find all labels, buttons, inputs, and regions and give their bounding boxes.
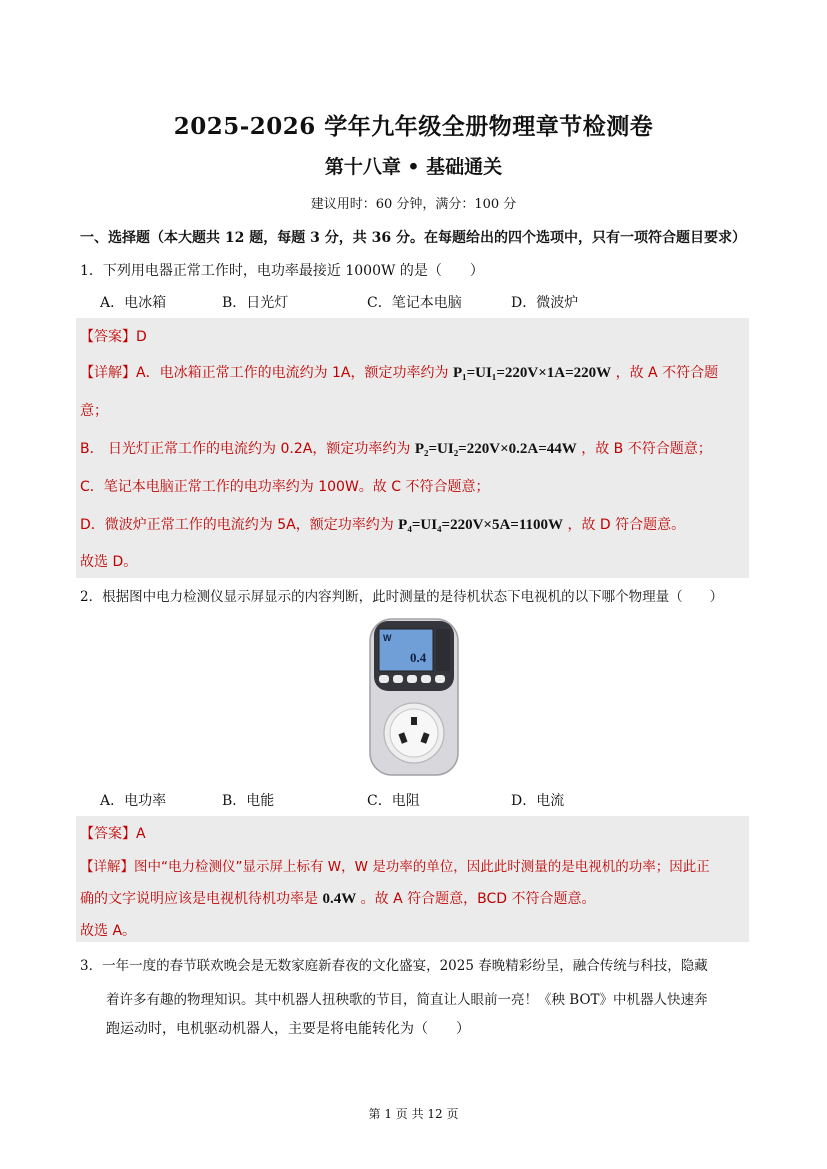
detail-text: B． 日光灯正常工作的电流约为 0.2A，额定功率约为 bbox=[80, 441, 411, 457]
question-2-stem: 2．根据图中电力检测仪显示屏显示的内容判断，此时测量的是待机状态下电视机的以下哪个物理量（ ） bbox=[80, 589, 724, 605]
detail-line bbox=[80, 514, 685, 534]
question-3-line3: 跑运动时，电机驱动机器人，主要是将电能转化为（ ） bbox=[106, 1021, 470, 1037]
option-a: A．电功率 bbox=[100, 793, 167, 809]
option-c: C．电阻 bbox=[367, 793, 420, 809]
detail-line bbox=[80, 362, 718, 382]
chapter-subtitle: 第十八章 • 基础通关 bbox=[324, 156, 503, 178]
formula: P₄=UI₄=220V×5A=1100W bbox=[398, 517, 564, 533]
detail-text: ，故 A 不符合题 bbox=[615, 365, 719, 381]
detail-text: 【详解】A．电冰箱正常工作的电流约为 1A，额定功率约为 bbox=[80, 365, 449, 381]
detail-text: 。故 A 符合题意，BCD 不符合题意。 bbox=[360, 891, 596, 907]
question-3-line1: 3．一年一度的春节联欢晚会是无数家庭新春夜的文化盛宴，2025 春晚精彩纷呈，融合传统与科技，隐藏 bbox=[80, 958, 708, 974]
power-meter-image bbox=[366, 617, 462, 777]
formula: 0.4W bbox=[322, 891, 357, 907]
answer-label: 【答案】A bbox=[80, 826, 146, 842]
detail-text: ，故 B 不符合题意； bbox=[581, 441, 712, 457]
conclusion: 故选 D。 bbox=[80, 554, 138, 570]
section-heading: 一、选择题（本大题共 12 题，每题 3 分，共 36 分。在每题给出的四个选项中，只有一项符合题目要求） bbox=[80, 230, 746, 246]
formula: P₁=UI₁=220V×1A=220W bbox=[452, 365, 612, 381]
detail-line: 【详解】图中“电力检测仪”显示屏上标有 W，W 是功率的单位，因此此时测量的是电视机的功率；因此正 bbox=[80, 859, 710, 875]
meter-unit: W bbox=[383, 633, 392, 643]
conclusion: 故选 A。 bbox=[80, 923, 137, 939]
detail-line: C．笔记本电脑正常工作的电功率约为 100W。故 C 不符合题意； bbox=[80, 479, 490, 495]
question-3-line2: 着许多有趣的物理知识。其中机器人扭秧歌的节目，简直让人眼前一亮！《秧 BOT》中机器人快速奔 bbox=[106, 992, 708, 1008]
detail-text: ，故 D 符合题意。 bbox=[567, 517, 686, 533]
detail-line bbox=[80, 888, 596, 908]
detail-text: 确的文字说明应该是电视机待机功率是 bbox=[80, 891, 318, 907]
page-title: 2025-2026 学年九年级全册物理章节检测卷 bbox=[173, 113, 654, 140]
answer-box-2 bbox=[76, 816, 749, 942]
option-b: B．电能 bbox=[222, 793, 275, 809]
option-a: A．电冰箱 bbox=[100, 295, 167, 311]
option-b: B．日光灯 bbox=[222, 295, 289, 311]
answer-label: 【答案】D bbox=[80, 329, 147, 345]
option-d: D．电流 bbox=[511, 793, 565, 809]
meter-reading: 0.4 bbox=[410, 650, 427, 665]
formula: P₂=UI₂=220V×0.2A=44W bbox=[414, 441, 577, 457]
time-score-info: 建议用时：60 分钟，满分：100 分 bbox=[310, 197, 517, 212]
detail-line bbox=[80, 438, 712, 458]
answer-box-1 bbox=[76, 318, 749, 578]
option-c: C．笔记本电脑 bbox=[367, 295, 462, 311]
detail-line: 意； bbox=[80, 403, 108, 419]
question-1-stem: 1．下列用电器正常工作时，电功率最接近 1000W 的是（ ） bbox=[80, 263, 484, 279]
detail-text: D．微波炉正常工作的电流约为 5A，额定功率约为 bbox=[80, 517, 394, 533]
page-footer: 第 1 页 共 12 页 bbox=[368, 1107, 459, 1121]
option-d: D．微波炉 bbox=[511, 295, 579, 311]
